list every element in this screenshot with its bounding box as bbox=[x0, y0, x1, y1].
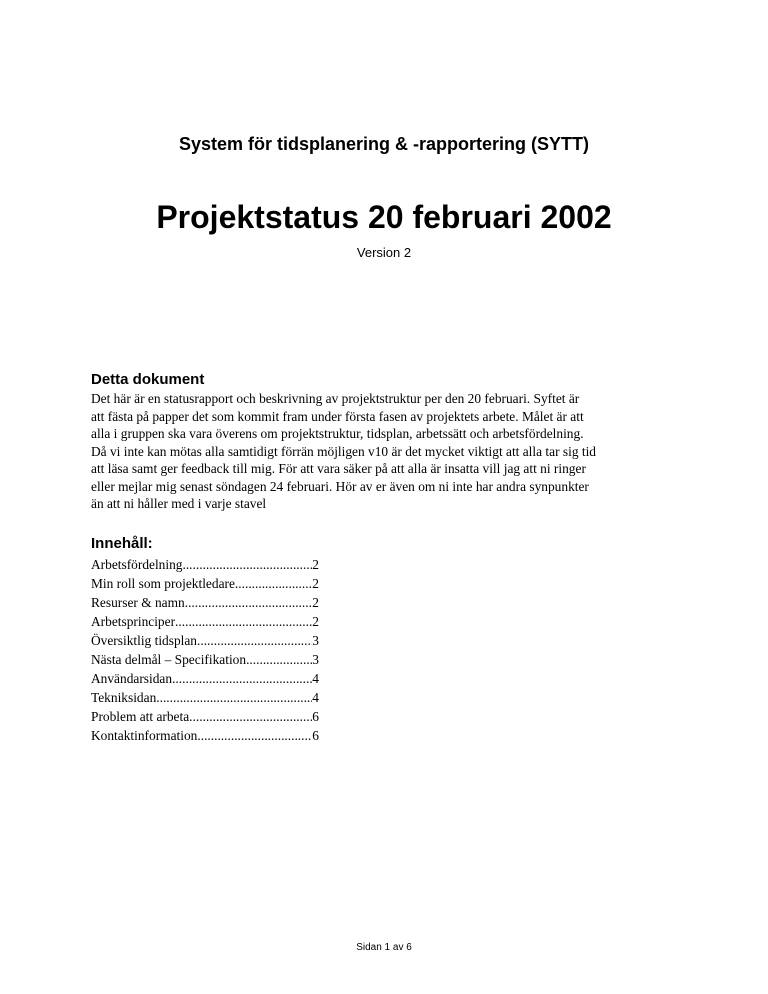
intro-line: än att ni håller med i varje stavel bbox=[91, 496, 267, 511]
toc-entry[interactable] bbox=[91, 650, 319, 669]
toc-entry-page: 4 bbox=[312, 671, 319, 686]
toc-entry-page: 3 bbox=[312, 633, 319, 648]
toc-entry[interactable] bbox=[91, 612, 319, 631]
toc-leader-dots bbox=[156, 688, 312, 707]
table-of-contents bbox=[91, 555, 319, 745]
intro-line: att fästa på papper det som kommit fram under första fasen av projektets arbete. Målet är att bbox=[91, 408, 584, 424]
toc-entry[interactable] bbox=[91, 593, 319, 612]
toc-entry-page: 2 bbox=[312, 614, 319, 629]
system-title: System för tidsplanering & -rapportering (SYTT) bbox=[178, 134, 590, 154]
toc-leader-dots bbox=[182, 555, 312, 574]
intro-line: Det här är en statusrapport och beskrivning av projektstruktur per den 20 februari. Syftet är bbox=[91, 391, 580, 406]
toc-entry[interactable] bbox=[91, 669, 319, 688]
toc-entry[interactable] bbox=[91, 707, 319, 726]
toc-entry-label: Min roll som projektledare bbox=[91, 576, 235, 591]
toc-leader-dots bbox=[172, 669, 312, 688]
intro-line: att läsa samt ger feedback till mig. För att vara säker på att alla är insatta vill jag att ni ringer bbox=[91, 461, 586, 476]
version-label: Version 2 bbox=[356, 245, 412, 260]
intro-line: alla i gruppen ska vara överens om projektstruktur, tidsplan, arbetssätt och arbetsfördelning. bbox=[91, 426, 584, 441]
toc-leader-dots bbox=[189, 707, 312, 726]
toc-entry[interactable] bbox=[91, 574, 319, 593]
intro-paragraph bbox=[91, 390, 691, 513]
toc-entry-label: Nästa delmål – Specifikation bbox=[91, 652, 247, 667]
toc-entry-page: 3 bbox=[312, 652, 319, 667]
toc-entry-label: Arbetsprinciper bbox=[91, 614, 176, 629]
toc-leader-dots bbox=[235, 574, 312, 593]
toc-leader-dots bbox=[175, 612, 312, 631]
toc-heading: Innehåll: bbox=[91, 535, 153, 552]
toc-entry-label: Tekniksidan bbox=[91, 690, 157, 705]
intro-line: eller mejlar mig senast söndagen 24 februari. Hör av er även om ni inte har andra synpunkter bbox=[91, 478, 589, 494]
toc-entry[interactable] bbox=[91, 726, 319, 745]
toc-leader-dots bbox=[197, 726, 312, 745]
toc-entry[interactable] bbox=[91, 631, 319, 650]
toc-entry[interactable] bbox=[91, 688, 319, 707]
toc-entry-page: 2 bbox=[312, 576, 319, 591]
toc-entry-page: 2 bbox=[312, 557, 319, 572]
toc-leader-dots bbox=[185, 593, 313, 612]
toc-entry-page: 2 bbox=[312, 595, 319, 610]
toc-entry-label: Resurser & namn bbox=[91, 595, 185, 610]
intro-line: Då vi inte kan mötas alla samtidigt förrän möjligen v10 är det mycket viktigt att alla tar sig tid bbox=[91, 443, 596, 459]
toc-entry-label: Kontaktinformation bbox=[91, 728, 198, 743]
toc-entry-page: 4 bbox=[312, 690, 319, 705]
intro-heading: Detta dokument bbox=[91, 371, 205, 388]
toc-entry-page: 6 bbox=[312, 709, 319, 724]
toc-entry-label: Problem att arbeta bbox=[91, 709, 190, 724]
toc-leader-dots bbox=[246, 650, 312, 669]
toc-entry[interactable] bbox=[91, 555, 319, 574]
toc-entry-label: Användarsidan bbox=[91, 671, 173, 686]
toc-entry-label: Översiktlig tidsplan bbox=[91, 633, 198, 648]
document-title: Projektstatus 20 februari 2002 bbox=[156, 199, 612, 235]
toc-leader-dots bbox=[197, 631, 312, 650]
toc-entry-label: Arbetsfördelning bbox=[91, 557, 183, 572]
toc-entry-page: 6 bbox=[312, 728, 319, 743]
page-number-footer: Sidan 1 av 6 bbox=[356, 942, 412, 953]
